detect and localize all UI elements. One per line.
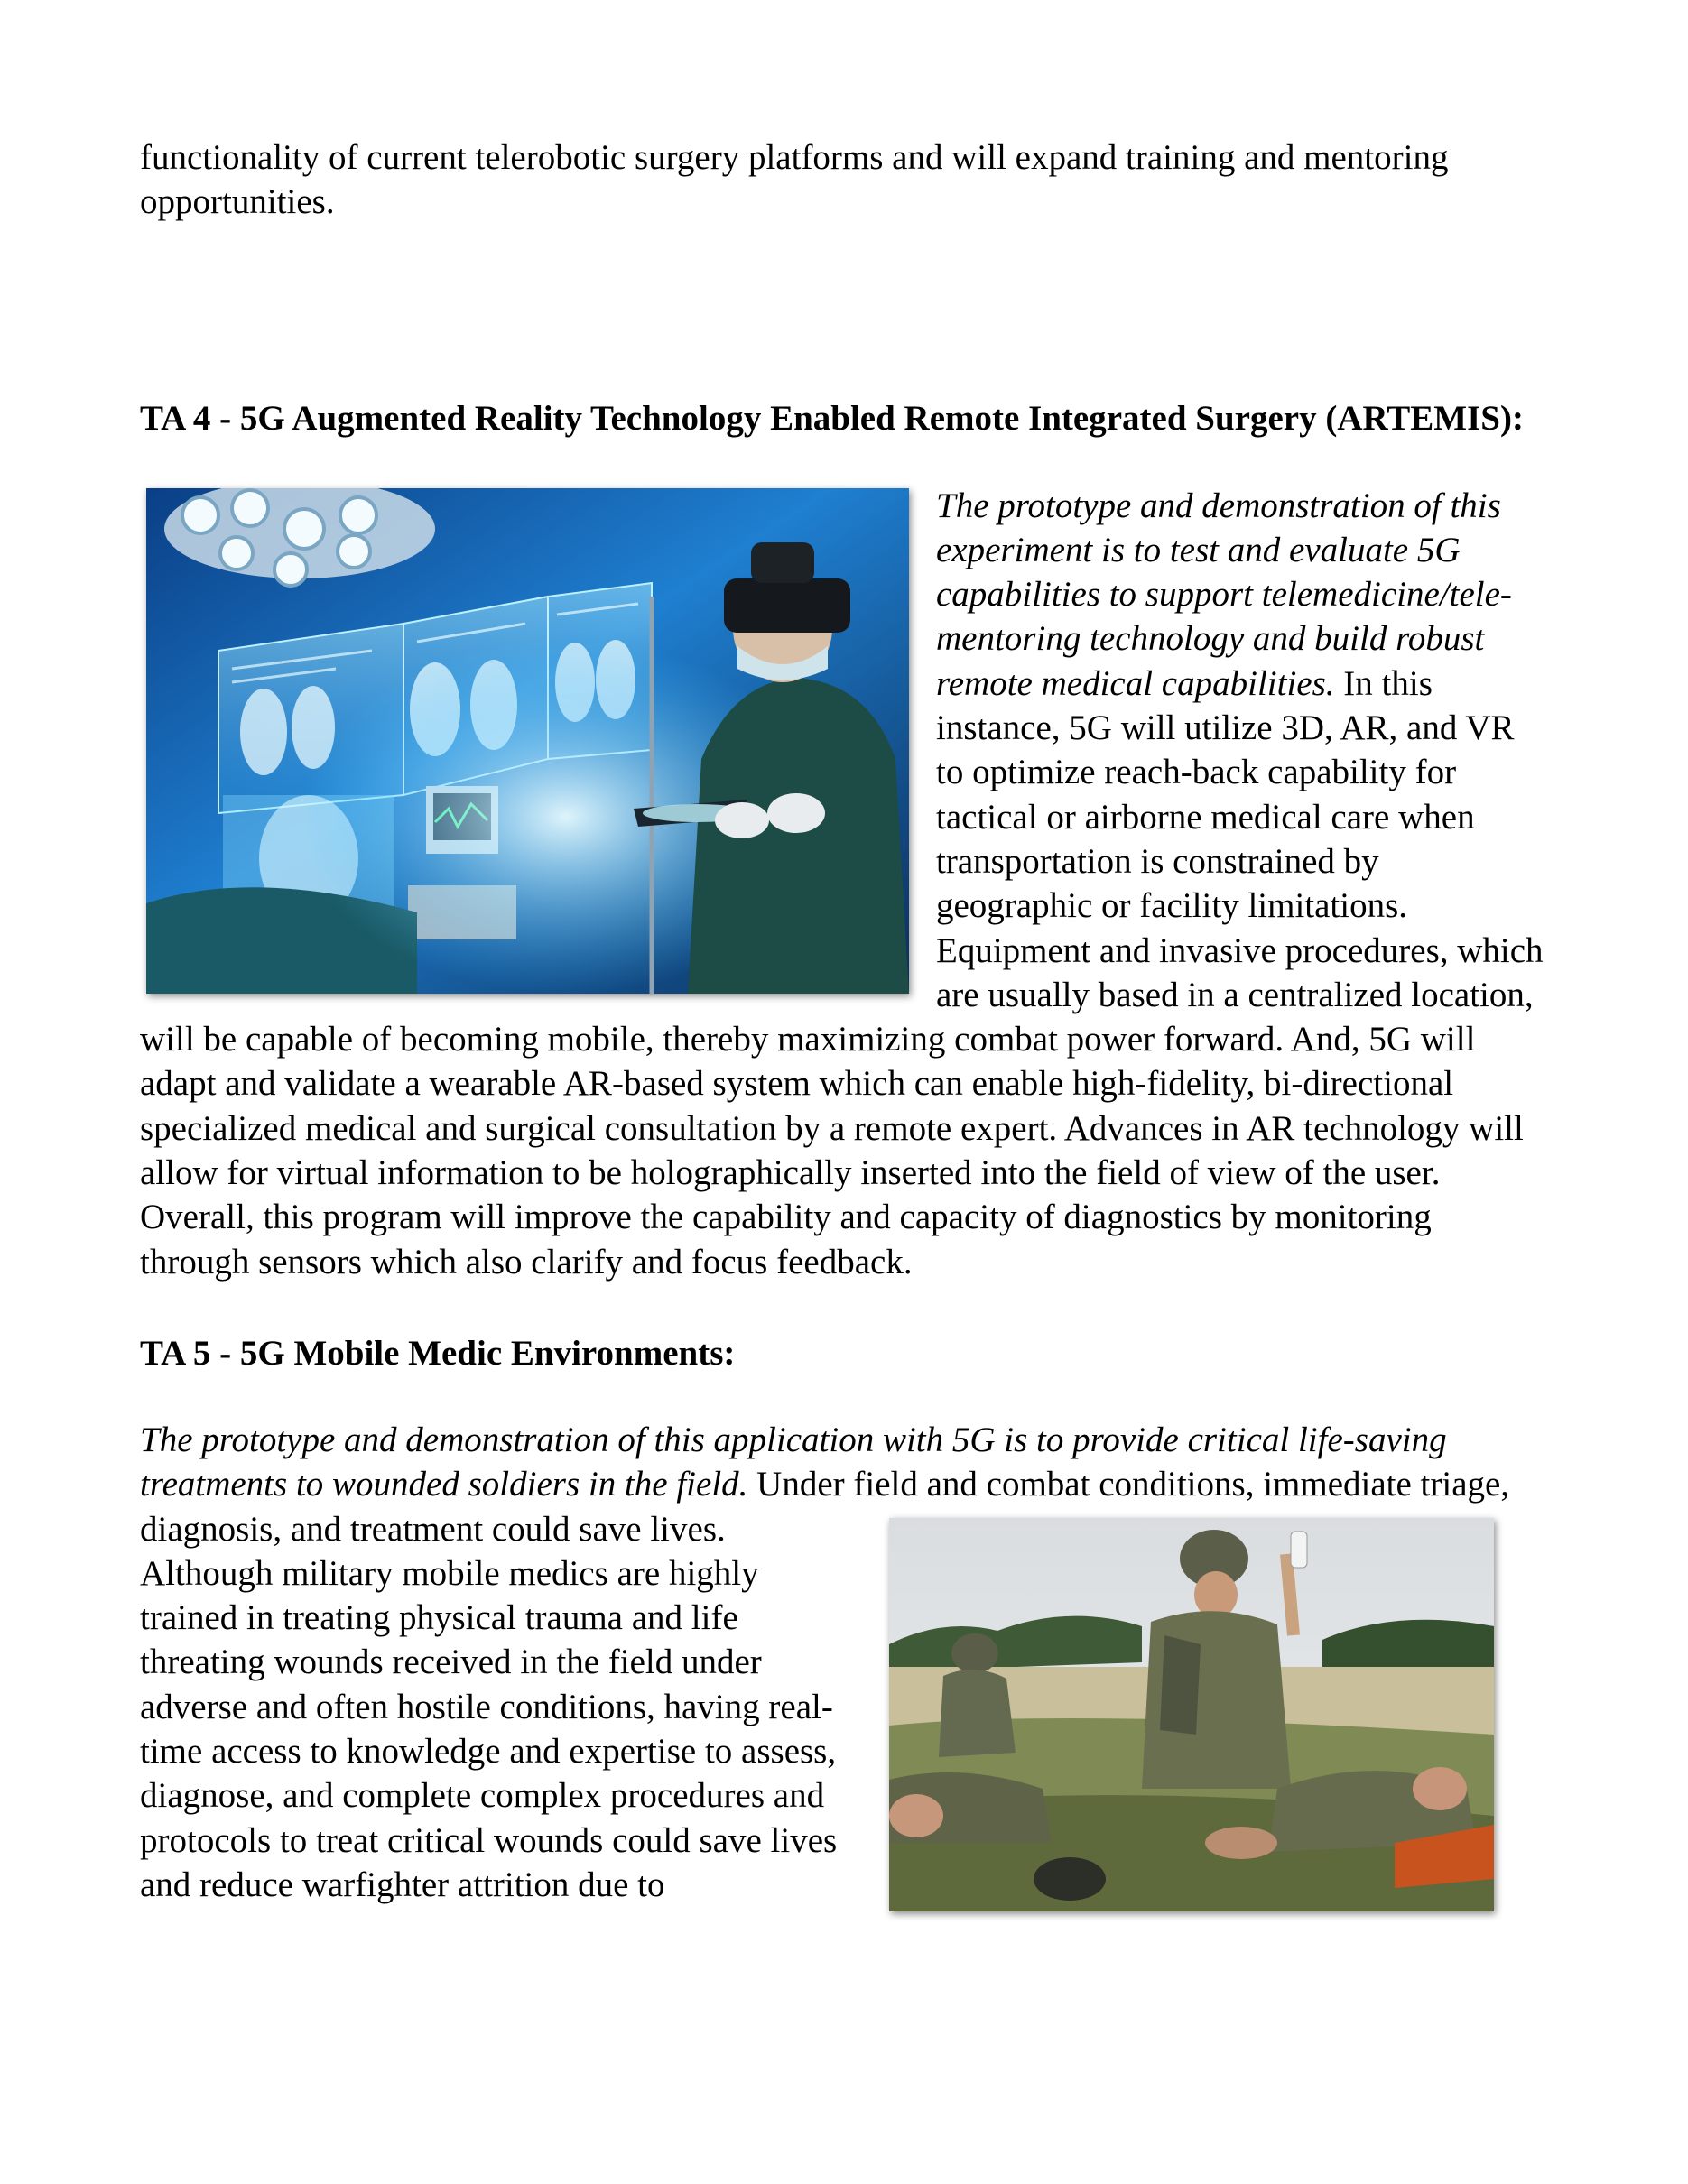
ta5-paragraph [140,1418,1544,1907]
field-medic-treating-soldiers-photo [889,1518,1494,1911]
ta4-lead-italic: The prototype and demonstration of this experiment is to test and evaluate 5G capabilities to support telemedicine/tele-mentoring technology and build robust remote medical capabilities. [936,486,1512,703]
ta5-body [140,1465,1509,1904]
artemis-surgeon-vr-photo [146,488,909,994]
ta5-body-rest: immediate triage, diagnosis, and treatment could save lives. Although military mobile medics are highly trained in treating physical trauma and life threating wounds received in the field under adverse and often hostile conditions, having real-time access to knowledge and expertise to assess, diagnose, and complete complex procedures and protocols to treat critical wounds could save lives and reduce warfighter attrition due to [140,1465,1510,1904]
ta4-heading: TA 4 - 5G Augmented Reality Technology Enabled Remote Integrated Surgery (ARTEMIS): [140,398,1524,438]
ta4-body: In this instance, 5G will utilize 3D, AR, and VR to optimize reach-back capability for tactical or airborne medical care when transportation is constrained by geographic or facility limitations. Equipment and invasive procedures, which are usually based in a centralized location, will be capable of becoming mobile, thereby maximizing combat power forward. And, 5G will adapt and validate a wearable AR-based system which can enable high-fidelity, bi-directional specialized medical and surgical consultation by a remote expert. Advances in AR technology will allow for virtual information to be holographically inserted into the field of view of the user. Overall, this program will improve the capability and capacity of diagnostics by monitoring through sensors which also clarify and focus feedback. [140,663,1544,1282]
intro-paragraph: functionality of current telerobotic surgery platforms and will expand training and mentoring opportunities. [140,138,1449,222]
ta5-heading: TA 5 - 5G Mobile Medic Environments: [140,1333,736,1373]
ta5-lead-italic: The prototype and demonstration of this application with 5G is to provide critical life-saving treatments to wounded soldiers in the field. [140,1420,1447,1504]
ta5-body-first: Under field and combat conditions, [747,1465,1264,1504]
